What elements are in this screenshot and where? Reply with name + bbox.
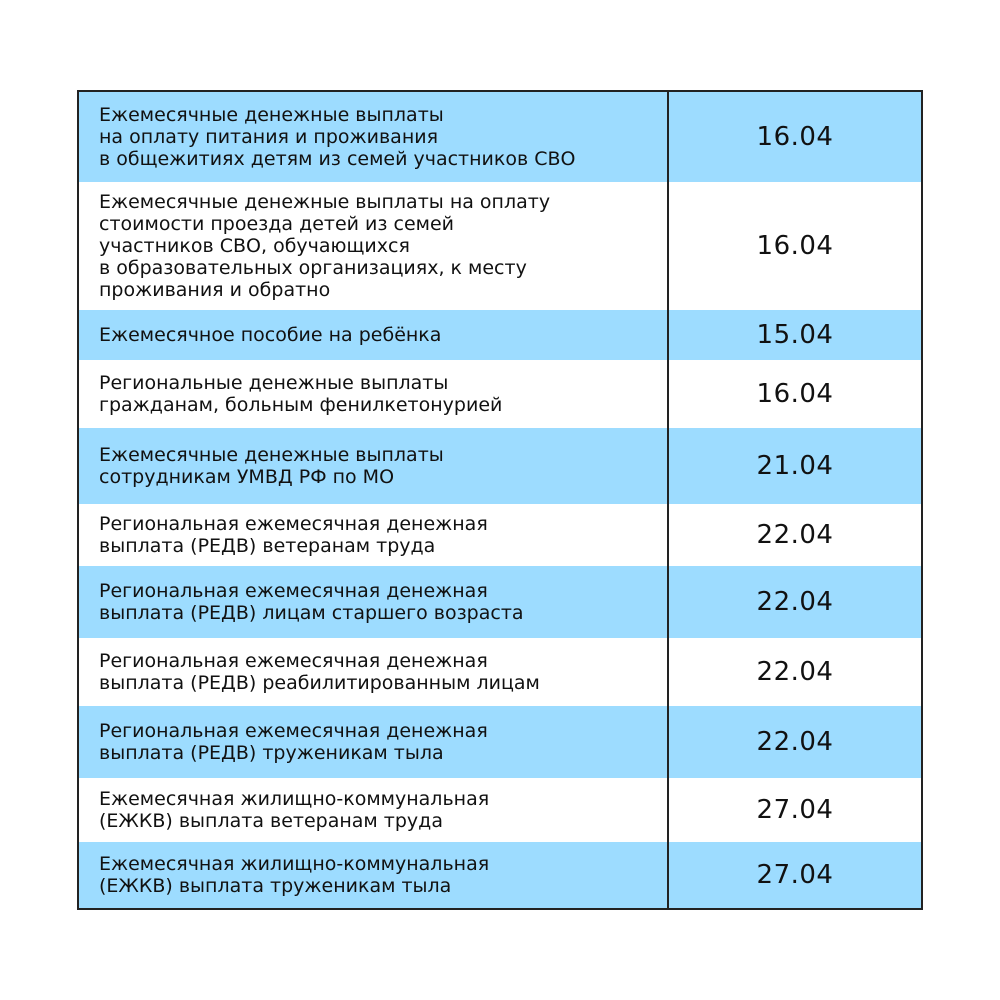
payment-type-cell: Ежемесячные денежные выплаты на оплату стоимости проезда детей из семей участников СВО, обучающихся в образовательных организациях, к месту проживания и обратно xyxy=(99,191,551,301)
payment-date-cell: 16.04 xyxy=(756,231,834,261)
payment-schedule-table xyxy=(77,90,923,910)
payment-type-cell: Ежемесячные денежные выплаты на оплату питания и проживания в общежитиях детям из семей участников СВО xyxy=(99,104,576,170)
table-row xyxy=(79,778,921,842)
table-row xyxy=(79,706,921,778)
table-row xyxy=(79,182,921,310)
table-row xyxy=(79,360,921,428)
table-row xyxy=(79,504,921,566)
payment-date-cell: 21.04 xyxy=(756,451,834,481)
payment-type-cell: Региональная ежемесячная денежная выплата (РЕДВ) ветеранам труда xyxy=(99,513,488,557)
payment-type-cell: Региональная ежемесячная денежная выплата (РЕДВ) реабилитированным лицам xyxy=(99,650,540,694)
payment-date-cell: 15.04 xyxy=(756,320,834,350)
table-row xyxy=(79,428,921,504)
table-row xyxy=(79,310,921,360)
payment-date-cell: 22.04 xyxy=(756,657,834,687)
payment-type-cell: Ежемесячная жилищно-коммунальная (ЕЖКВ) выплата ветеранам труда xyxy=(99,788,490,832)
payment-type-cell: Ежемесячные денежные выплаты сотрудникам УМВД РФ по МО xyxy=(99,444,444,488)
payment-type-cell: Региональная ежемесячная денежная выплата (РЕДВ) труженикам тыла xyxy=(99,720,488,764)
payment-date-cell: 22.04 xyxy=(756,520,834,550)
column-divider xyxy=(667,92,669,908)
table-row xyxy=(79,842,921,908)
payment-date-cell: 22.04 xyxy=(756,587,834,617)
payment-type-cell: Ежемесячная жилищно-коммунальная (ЕЖКВ) выплата труженикам тыла xyxy=(99,853,490,897)
table-row xyxy=(79,566,921,638)
payment-date-cell: 16.04 xyxy=(756,122,834,152)
table-row xyxy=(79,92,921,182)
payment-type-cell: Региональная ежемесячная денежная выплата (РЕДВ) лицам старшего возраста xyxy=(99,580,524,624)
payment-date-cell: 22.04 xyxy=(756,727,834,757)
table-row xyxy=(79,638,921,706)
payment-date-cell: 16.04 xyxy=(756,379,834,409)
payment-type-cell: Региональные денежные выплаты гражданам, больным фенилкетонурией xyxy=(99,372,503,416)
payment-date-cell: 27.04 xyxy=(756,860,834,890)
payment-date-cell: 27.04 xyxy=(756,795,834,825)
payment-type-cell: Ежемесячное пособие на ребёнка xyxy=(99,324,442,346)
